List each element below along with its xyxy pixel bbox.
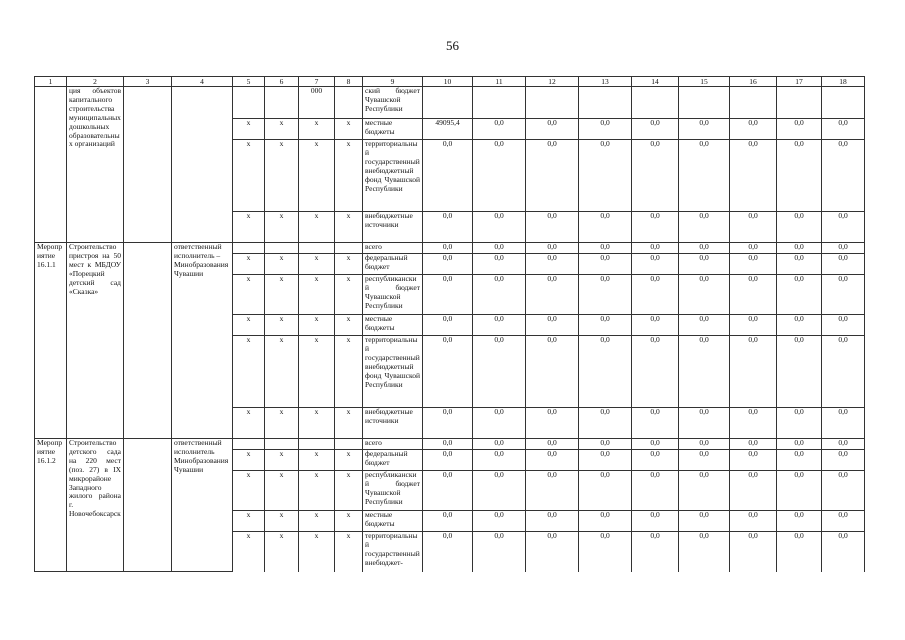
amount-cell: 0,0 [526,140,579,212]
table-row [35,87,865,119]
code-cell: x [265,212,299,243]
col3-cell [124,439,172,572]
measure-code: Мероприятие 16.1.2 [35,439,67,572]
code-cell [233,87,265,119]
amount-cell: 0,0 [526,408,579,439]
amount-cell: 0,0 [526,243,579,254]
amount-cell: 0,0 [777,336,822,408]
column-header: 8 [335,77,363,87]
code-cell: x [335,532,363,572]
amount-cell: 0,0 [730,254,777,275]
amount-cell: 0,0 [822,243,865,254]
amount-cell: 0,0 [822,140,865,212]
code-cell: x [299,532,335,572]
amount-cell: 0,0 [526,471,579,511]
amount-cell: 0,0 [526,254,579,275]
code-cell: x [233,471,265,511]
amount-cell: 0,0 [679,471,730,511]
amount-cell: 0,0 [777,119,822,140]
amount-cell: 0,0 [423,336,473,408]
code-cell [265,243,299,254]
amount-cell [579,87,632,119]
amount-cell: 0,0 [579,511,632,532]
col3-cell [124,87,172,243]
amount-cell: 0,0 [473,532,526,572]
executor [172,87,233,243]
amount-cell: 0,0 [526,212,579,243]
code-cell: x [265,254,299,275]
code-cell: x [265,315,299,336]
amount-cell [679,87,730,119]
amount-cell: 0,0 [822,275,865,315]
code-cell: x [233,450,265,471]
amount-cell: 0,0 [579,119,632,140]
header-row [35,77,865,87]
column-header: 15 [679,77,730,87]
amount-cell: 0,0 [473,243,526,254]
column-header: 14 [632,77,679,87]
amount-cell: 0,0 [632,511,679,532]
amount-cell: 0,0 [632,212,679,243]
code-cell: x [233,119,265,140]
column-header: 6 [265,77,299,87]
column-header: 12 [526,77,579,87]
amount-cell: 0,0 [473,315,526,336]
amount-cell: 0,0 [423,511,473,532]
code-cell [233,243,265,254]
amount-cell: 0,0 [730,212,777,243]
column-header: 17 [777,77,822,87]
amount-cell: 0,0 [579,315,632,336]
code-cell: x [233,140,265,212]
code-cell: x [299,336,335,408]
amount-cell: 0,0 [777,532,822,572]
funding-source: территориальный государственный внебюджетный фонд Чувашской Республики [363,336,423,408]
amount-cell: 0,0 [423,532,473,572]
amount-cell: 0,0 [526,336,579,408]
code-cell: 000 [299,87,335,119]
amount-cell: 0,0 [423,140,473,212]
amount-cell: 0,0 [822,315,865,336]
amount-cell: 0,0 [632,471,679,511]
amount-cell: 0,0 [632,408,679,439]
amount-cell [473,87,526,119]
amount-cell: 0,0 [473,254,526,275]
amount-cell: 0,0 [423,275,473,315]
column-header: 7 [299,77,335,87]
amount-cell: 0,0 [579,140,632,212]
measure-name: Строительство детского сада на 220 мест (поз. 27) в IX микрорайоне Западного жилого района г. Новочебоксарск [67,439,124,572]
amount-cell: 0,0 [423,254,473,275]
amount-cell: 0,0 [822,336,865,408]
code-cell: x [299,140,335,212]
code-cell: x [335,336,363,408]
code-cell: x [335,275,363,315]
measure-code: Мероприятие 16.1.1 [35,243,67,439]
budget-table [34,76,865,572]
funding-source: внебюджетные источники [363,408,423,439]
amount-cell: 0,0 [679,140,730,212]
code-cell: x [233,315,265,336]
amount-cell: 0,0 [679,315,730,336]
amount-cell: 0,0 [730,471,777,511]
amount-cell: 0,0 [473,450,526,471]
amount-cell: 0,0 [473,408,526,439]
column-header: 13 [579,77,632,87]
amount-cell: 0,0 [423,408,473,439]
amount-cell: 0,0 [777,212,822,243]
amount-cell: 0,0 [473,511,526,532]
amount-cell [730,87,777,119]
amount-cell [423,87,473,119]
amount-cell: 0,0 [730,275,777,315]
code-cell: x [233,254,265,275]
amount-cell [526,87,579,119]
amount-cell: 0,0 [526,511,579,532]
code-cell: x [265,471,299,511]
funding-source: ский бюджет Чувашской Республики [363,87,423,119]
table-row [35,243,865,254]
column-header: 10 [423,77,473,87]
code-cell: x [233,511,265,532]
page-number: 56 [446,38,459,53]
amount-cell: 0,0 [822,450,865,471]
code-cell: x [299,315,335,336]
measure-name: ция объектов капитального строительства муниципальных дошкольных образовательных организаций [67,87,124,243]
code-cell: x [299,275,335,315]
amount-cell: 0,0 [423,243,473,254]
table-row [35,439,865,450]
funding-source: территориальный государственный внебюджетный фонд Чувашской Республики [363,140,423,212]
code-cell: x [335,119,363,140]
amount-cell: 0,0 [679,450,730,471]
amount-cell: 0,0 [730,140,777,212]
code-cell: x [265,408,299,439]
code-cell [335,87,363,119]
code-cell: x [233,336,265,408]
amount-cell: 0,0 [679,336,730,408]
amount-cell: 0,0 [473,212,526,243]
funding-source: всего [363,243,423,254]
amount-cell: 0,0 [730,532,777,572]
column-header: 16 [730,77,777,87]
code-cell: x [233,275,265,315]
code-cell [299,439,335,450]
code-cell: x [335,212,363,243]
amount-cell: 0,0 [473,336,526,408]
amount-cell: 0,0 [579,450,632,471]
amount-cell: 0,0 [777,450,822,471]
code-cell: x [335,471,363,511]
code-cell: x [299,254,335,275]
amount-cell: 0,0 [777,315,822,336]
code-cell [335,439,363,450]
code-cell [265,439,299,450]
funding-source: территориальный государственный внебюджет- [363,532,423,572]
code-cell: x [265,532,299,572]
amount-cell: 0,0 [632,450,679,471]
executor: ответственный исполнитель Минобразования Чувашии [172,439,233,572]
amount-cell: 0,0 [730,119,777,140]
code-cell [299,243,335,254]
column-header: 5 [233,77,265,87]
amount-cell: 0,0 [822,408,865,439]
amount-cell: 0,0 [730,450,777,471]
amount-cell: 0,0 [679,212,730,243]
column-header: 1 [35,77,67,87]
funding-source: республиканский бюджет Чувашской Республики [363,471,423,511]
code-cell: x [233,212,265,243]
code-cell: x [335,140,363,212]
funding-source: местные бюджеты [363,119,423,140]
executor: ответственный исполнитель – Минобразования Чувашии [172,243,233,439]
amount-cell: 0,0 [730,408,777,439]
amount-cell: 0,0 [777,439,822,450]
amount-cell: 0,0 [423,471,473,511]
funding-source: федеральный бюджет [363,254,423,275]
amount-cell: 0,0 [777,275,822,315]
amount-cell: 0,0 [730,439,777,450]
amount-cell: 0,0 [679,511,730,532]
code-cell: x [265,511,299,532]
amount-cell: 49095,4 [423,119,473,140]
funding-source: внебюджетные источники [363,212,423,243]
code-cell: x [335,450,363,471]
amount-cell: 0,0 [423,439,473,450]
code-cell: x [299,212,335,243]
amount-cell [777,87,822,119]
amount-cell: 0,0 [632,439,679,450]
amount-cell [632,87,679,119]
amount-cell: 0,0 [423,212,473,243]
code-cell: x [299,450,335,471]
amount-cell: 0,0 [822,532,865,572]
amount-cell: 0,0 [423,315,473,336]
amount-cell: 0,0 [632,119,679,140]
amount-cell: 0,0 [473,140,526,212]
amount-cell: 0,0 [777,511,822,532]
amount-cell: 0,0 [730,511,777,532]
column-header: 2 [67,77,124,87]
amount-cell: 0,0 [632,532,679,572]
amount-cell: 0,0 [526,119,579,140]
amount-cell: 0,0 [632,336,679,408]
amount-cell: 0,0 [679,439,730,450]
amount-cell: 0,0 [579,275,632,315]
code-cell: x [335,408,363,439]
amount-cell: 0,0 [632,254,679,275]
amount-cell: 0,0 [679,275,730,315]
funding-source: местные бюджеты [363,315,423,336]
amount-cell: 0,0 [579,439,632,450]
code-cell: x [299,408,335,439]
amount-cell [822,87,865,119]
code-cell: x [233,408,265,439]
amount-cell: 0,0 [526,439,579,450]
amount-cell: 0,0 [822,511,865,532]
amount-cell: 0,0 [632,275,679,315]
funding-source: местные бюджеты [363,511,423,532]
code-cell [233,439,265,450]
code-cell: x [299,119,335,140]
code-cell: x [265,450,299,471]
amount-cell: 0,0 [423,450,473,471]
amount-cell: 0,0 [730,336,777,408]
amount-cell: 0,0 [632,315,679,336]
code-cell: x [265,275,299,315]
amount-cell: 0,0 [473,119,526,140]
amount-cell: 0,0 [473,471,526,511]
col3-cell [124,243,172,439]
amount-cell: 0,0 [579,532,632,572]
amount-cell: 0,0 [822,212,865,243]
amount-cell: 0,0 [526,315,579,336]
amount-cell: 0,0 [730,243,777,254]
funding-source: федеральный бюджет [363,450,423,471]
column-header: 4 [172,77,233,87]
column-header: 18 [822,77,865,87]
amount-cell: 0,0 [777,140,822,212]
code-cell [265,87,299,119]
column-header: 9 [363,77,423,87]
amount-cell: 0,0 [579,471,632,511]
funding-source: республиканский бюджет Чувашской Республики [363,275,423,315]
amount-cell: 0,0 [679,254,730,275]
amount-cell: 0,0 [822,119,865,140]
amount-cell: 0,0 [579,243,632,254]
code-cell: x [233,532,265,572]
amount-cell: 0,0 [579,408,632,439]
table-body [35,77,865,572]
code-cell [335,243,363,254]
amount-cell: 0,0 [526,532,579,572]
amount-cell: 0,0 [679,243,730,254]
code-cell: x [299,511,335,532]
funding-source: всего [363,439,423,450]
amount-cell: 0,0 [777,243,822,254]
amount-cell: 0,0 [579,212,632,243]
amount-cell: 0,0 [777,471,822,511]
code-cell: x [299,471,335,511]
amount-cell: 0,0 [579,254,632,275]
column-header: 11 [473,77,526,87]
measure-name: Строительство пристроя на 50 мест к МБДОУ «Порецкий детский сад «Сказка» [67,243,124,439]
amount-cell: 0,0 [679,532,730,572]
amount-cell: 0,0 [679,408,730,439]
column-header: 3 [124,77,172,87]
code-cell: x [335,254,363,275]
amount-cell: 0,0 [526,450,579,471]
amount-cell: 0,0 [822,439,865,450]
amount-cell: 0,0 [632,140,679,212]
amount-cell: 0,0 [632,243,679,254]
amount-cell: 0,0 [526,275,579,315]
measure-code [35,87,67,243]
amount-cell: 0,0 [679,119,730,140]
amount-cell: 0,0 [822,471,865,511]
amount-cell: 0,0 [777,254,822,275]
amount-cell: 0,0 [473,275,526,315]
amount-cell: 0,0 [777,408,822,439]
code-cell: x [265,119,299,140]
code-cell: x [335,511,363,532]
code-cell: x [265,336,299,408]
amount-cell: 0,0 [822,254,865,275]
amount-cell: 0,0 [730,315,777,336]
code-cell: x [335,315,363,336]
code-cell: x [265,140,299,212]
amount-cell: 0,0 [473,439,526,450]
amount-cell: 0,0 [579,336,632,408]
